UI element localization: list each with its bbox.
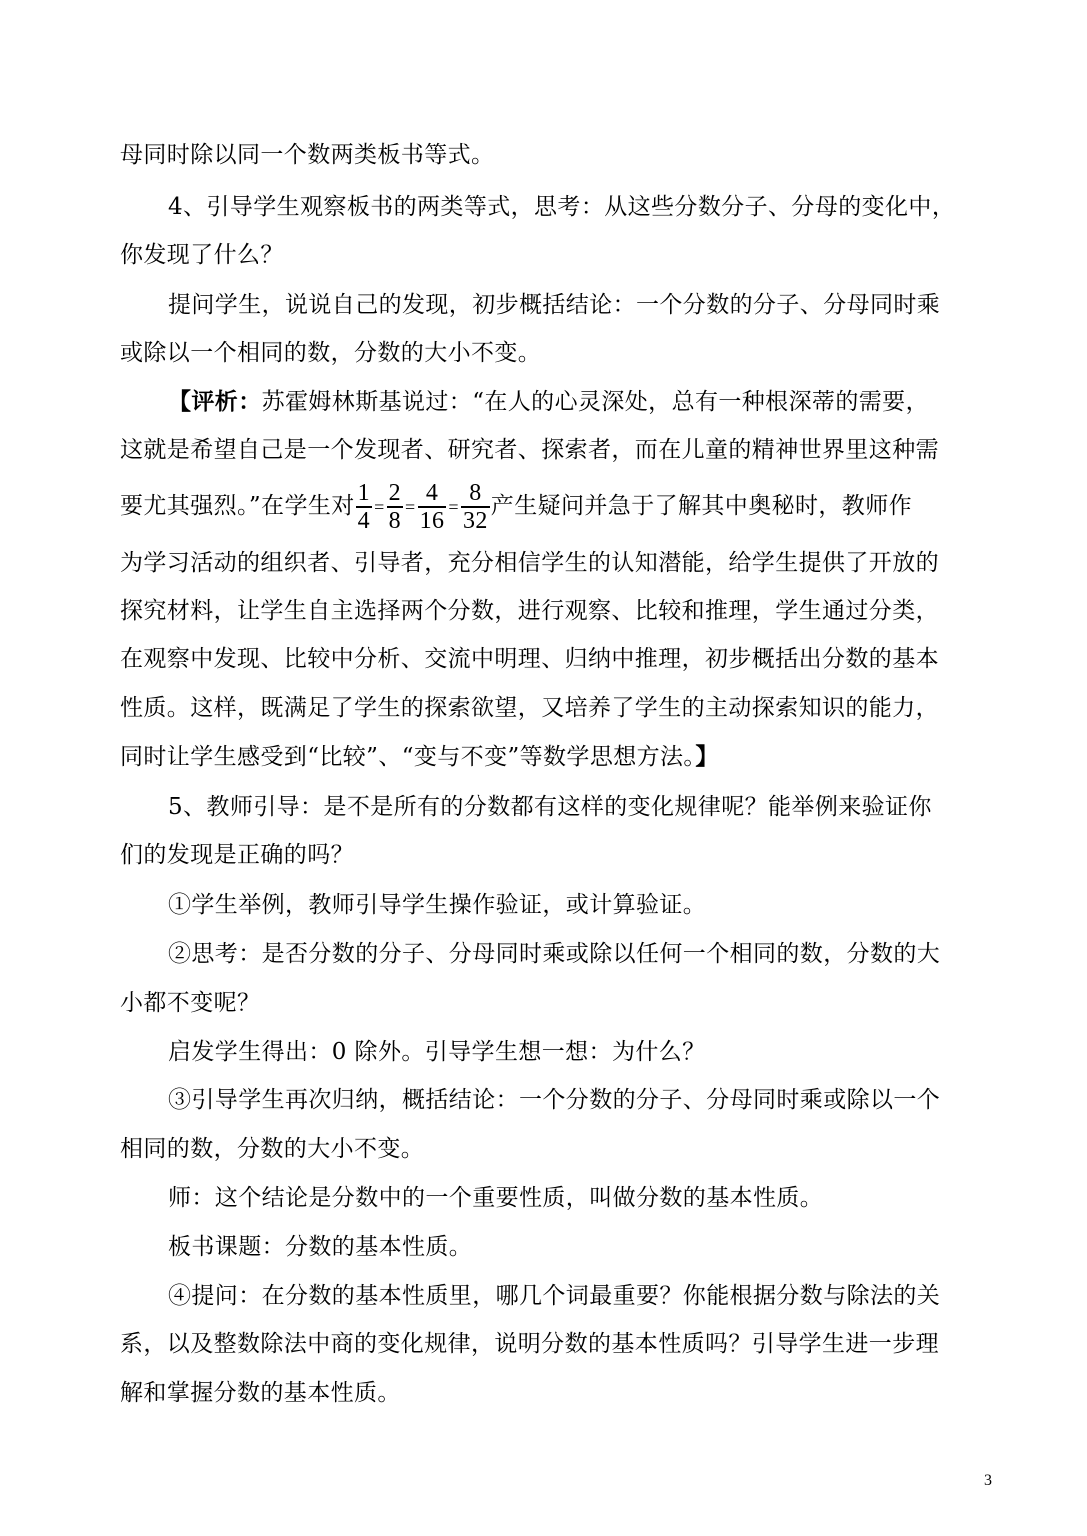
commentary-line: 这就是希望自己是一个发现者、研究者、探索者，而在儿童的精神世界里这种需 bbox=[120, 437, 939, 463]
fraction-numerator: 2 bbox=[388, 480, 402, 507]
paragraph-line: 师：这个结论是分数中的一个重要性质，叫做分数的基本性质。 bbox=[168, 1185, 824, 1211]
equals-sign: = bbox=[448, 497, 459, 517]
fraction-numerator: 4 bbox=[425, 480, 439, 507]
commentary-line: 为学习活动的组织者、引导者，充分相信学生的认知潜能，给学生提供了开放的 bbox=[120, 550, 939, 576]
fraction-denominator: 32 bbox=[462, 507, 488, 534]
commentary-line bbox=[120, 742, 719, 772]
paragraph-line: 启发学生得出：0 除外。引导学生想一想：为什么？ bbox=[168, 1039, 706, 1065]
paragraph-line: 或除以一个相同的数，分数的大小不变。 bbox=[120, 340, 542, 366]
equals-sign: = bbox=[405, 497, 416, 517]
paragraph-line: 板书课题：分数的基本性质。 bbox=[168, 1234, 473, 1260]
paragraph-line: 5、教师引导：是不是所有的分数都有这样的变化规律呢？能举例来验证你 bbox=[168, 794, 932, 820]
paragraph-line: 小都不变呢？ bbox=[120, 990, 261, 1016]
fraction-numerator: 1 bbox=[357, 480, 371, 507]
paragraph-line: ③引导学生再次归纳，概括结论：一个分数的分子、分母同时乘或除以一个 bbox=[168, 1087, 941, 1113]
commentary-line: 性质。这样，既满足了学生的探索欲望，又培养了学生的主动探索知识的能力， bbox=[120, 695, 939, 721]
fraction-denominator: 4 bbox=[357, 507, 371, 534]
paragraph-line: ②思考：是否分数的分子、分母同时乘或除以任何一个相同的数，分数的大 bbox=[168, 941, 941, 967]
paragraph-line: 们的发现是正确的吗？ bbox=[120, 842, 354, 868]
paragraph-line: 系，以及整数除法中商的变化规律，说明分数的基本性质吗？引导学生进一步理 bbox=[120, 1331, 939, 1357]
equals-sign: = bbox=[374, 497, 385, 517]
commentary-text: 苏霍姆林斯基说过：“在人的心灵深处，总有一种根深蒂的需要， bbox=[261, 389, 929, 415]
commentary-line: 探究材料，让学生自主选择两个分数，进行观察、比较和推理，学生通过分类， bbox=[120, 598, 939, 624]
commentary-line: 在观察中发现、比较中分析、交流中明理、归纳中推理，初步概括出分数的基本 bbox=[120, 646, 939, 672]
commentary-text: 要尤其强烈。”在学生对 bbox=[120, 493, 355, 519]
paragraph-line: ④提问：在分数的基本性质里，哪几个词最重要？你能根据分数与除法的关 bbox=[168, 1283, 941, 1309]
fraction-denominator: 16 bbox=[419, 507, 445, 534]
commentary-lead: 【评析： bbox=[168, 388, 262, 415]
paragraph-line: 你发现了什么？ bbox=[120, 242, 284, 268]
fraction-numerator: 8 bbox=[469, 480, 482, 507]
commentary-line bbox=[168, 387, 929, 417]
fraction-8-32 bbox=[461, 480, 490, 533]
fraction-2-8 bbox=[387, 480, 403, 533]
paragraph-line: 提问学生，说说自己的发现，初步概括结论：一个分数的分子、分母同时乘 bbox=[168, 292, 941, 318]
paragraph-line: 解和掌握分数的基本性质。 bbox=[120, 1380, 401, 1406]
paragraph-line: ①学生举例，教师引导学生操作验证，或计算验证。 bbox=[168, 892, 707, 918]
fraction-denominator: 8 bbox=[388, 507, 402, 534]
fraction-4-16 bbox=[418, 480, 447, 533]
paragraph-line: 母同时除以同一个数两类板书等式。 bbox=[120, 142, 495, 168]
commentary-line-with-fractions bbox=[120, 478, 912, 535]
paragraph-line: 4、引导学生观察板书的两类等式，思考：从这些分数分子、分母的变化中， bbox=[168, 194, 956, 220]
page-number: 3 bbox=[984, 1472, 992, 1489]
commentary-tail: 】 bbox=[695, 743, 719, 770]
commentary-text: 同时让学生感受到“比较”、“变与不变”等数学思想方法。 bbox=[120, 744, 696, 770]
paragraph-line: 相同的数，分数的大小不变。 bbox=[120, 1136, 425, 1162]
commentary-text: 产生疑问并急于了解其中奥秘时，教师作 bbox=[490, 493, 912, 519]
fraction-1-4 bbox=[356, 480, 372, 533]
